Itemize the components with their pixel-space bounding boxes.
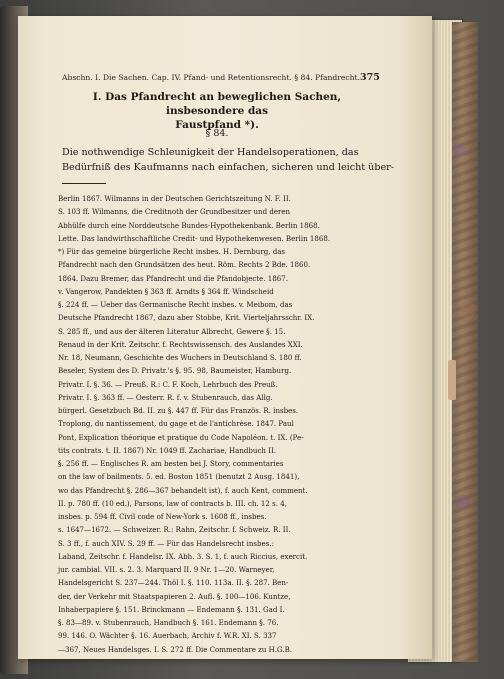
footnote-line: §. 256 ff. — Englisches R. am besten bei J. Story, commentaries [58,459,284,468]
page-number: 375 [359,72,380,83]
footnote-line: wo das Pfandrecht §. 286—367 behandelt ist), f. auch Kent, comment. [58,485,308,495]
footnote-line: der, der Verkehr mit Staatspapieren 2. Aufl. §. 100—106. Kuntze, [58,591,291,601]
footnote-line: Pfandrecht nach den Grundsätzen des heut. Röm. Rechts 2 Bde. 1860. [58,260,311,270]
footnote-line: S. 3 ff., f. auch XIV. S. 29 ff. — Für das Handelsrecht insbes.: [58,538,274,548]
footnote-rule [62,183,106,184]
body-text [62,146,395,175]
footnote-line: §. 83—89. v. Stubenrauch, Handbuch §. 161. Endemann §. 76. [58,618,279,627]
marbled-edge [452,22,478,662]
running-head-text: Abschn. I. Die Sachen. Cap. IV. Pfand- und Retentionsrecht. § 84. Pfandrecht. [62,73,360,82]
bookmark-tab [448,360,456,400]
footnote-line: Nr. 18, Neumann, Geschichte des Wuchers in Deutschland S. 180 ff. [58,353,302,362]
footnote-line: Handelsgericht S. 237—244. Thöl I. §. 110. 113a. II. §. 287. Ben- [58,578,289,588]
footnote-line: insbes. p. 594 ff. Civil code of New-York s. 1608 ff., insbes. [58,512,267,521]
footnote-line: bürgerl. Gesetzbuch Bd. II. zu §. 447 ff. Für das Französ. R. insbes. [58,406,299,415]
book-cover-right [452,22,478,662]
footnote-line: —367, Neues Handelsges. I. S. 272 ff. Die Commentare zu H.G.B. [58,644,293,654]
footnote-line: v. Vangerow, Pandekten § 363 ff. Arndts § 364 ff. Windscheid [58,286,274,296]
body-line: Die nothwendige Schleunigkeit der Handelsoperationen, das [62,147,359,158]
footnote-line: II. p. 780 ff. (10 ed.), Parsons, law of contracts b. III. ch. 12 s. 4, [58,498,287,508]
chapter-title-line-1: I. Das Pfandrecht an beweglichen Sachen, insbesondere das [92,91,342,117]
section-number: § 84. [205,128,229,139]
footnote-line: on the law of bailments. 5. ed. Boston 1851 (benutzt 2 Ausg. 1841), [58,472,300,482]
footnote-line: tits contrats. t. II. 1867) Nr. 1049 ff. Zachariae, Handbuch II. [58,445,276,455]
footnote-line: S. 285 ff., und aus der älteren Literatur Albrecht, Gewere §. 15. [58,326,286,336]
chapter-title [62,90,372,132]
footnote-block [58,192,376,656]
footnote-line: Pont, Explication théorique et pratique du Code Napoléon. t. IX. (Pe- [58,432,304,442]
footnote-line: Abhülfe durch eine Norddeutsche Bundes-Hypothekenbank. Berlin 1868. [58,220,320,230]
footnote-line: Lette. Das landwirthschaftliche Credit- und Hypothekenwesen. Berlin 1868. [58,233,331,243]
footnote-line: *) Für das gemeine bürgerliche Recht insbes. H. Dernburg, das [58,247,286,256]
footnote-line: s. 1647—1672. — Schweizer. R.: Rahn, Zeitschr. f. Schweiz. R. II. [58,525,291,535]
footnote-line: Privatr. I. §. 363 ff. — Oesterr. R. f. v. Stubenrauch, das Allg. [58,392,273,402]
footnote-line: 1864. Dazu Bremer, das Pfandrecht und die Pfandobjecte. 1867. [58,273,288,283]
footnote-line: jur. cambial. VII. s. 2. 3. Marquard II. 9 Nr. 1—20. Warneyer, [58,565,275,574]
footnote-line: S. 103 ff. Wilmanns, die Creditnoth der Grundbesitzer und deren [58,207,291,217]
chapter-title-line-2: Faustpfand *). [175,119,259,131]
footnote-line: Inhaberpapiere §. 151. Brinckmann — Endemann §. 131. Gad I. [58,604,285,614]
footnote-line: Troplong, du nantissement, du gage et de l'antichrèse. 1847. Paul [58,419,294,429]
footnote-line: 99. 146. O. Wächter §. 16. Auerbach, Archiv f. W.R. XI. S. 337 [58,631,277,641]
footnote-line: Renaud in der Krit. Zeitschr. f. Rechtswissensch. des Auslandes XXI. [58,339,303,349]
body-line: Bedürfniß des Kaufmanns nach einfachen, sicheren und leicht über- [62,161,395,173]
footnote-line: §. 224 ff. — Ueber das Germanische Recht insbes. v. Meibom, das [58,300,293,309]
footnote-line: Laband, Zeitschr. f. Handelsr. IX. Abh. 3. S. 1, f. auch Riccius, exercit. [58,551,308,561]
footnote-line: Privatr. I. §. 36. — Preuß. R.: C. F. Koch, Lehrbuch des Preuß. [58,379,278,389]
footnote-line: Berlin 1867. Wilmanns in der Deutschen Gerichtszeitung N. F. II. [58,194,291,203]
footnote-line: Beseler, System des D. Privatr.'s §. 95. 98, Baumeister, Hamburg. [58,366,292,376]
footnote-line: Deutsche Pfandrecht 1867, dazu aber Stobbe, Krit. Vierteljahrsschr. IX. [58,313,315,323]
running-head [62,72,380,83]
